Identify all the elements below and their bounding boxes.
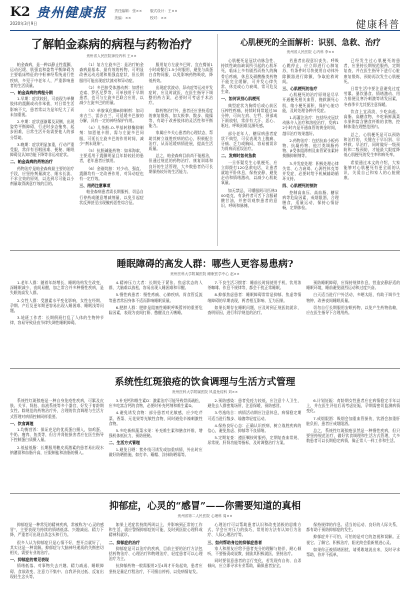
paragraph: 如果你正被情绪困扰，请勇敢地说出来，及时寻求帮助，你并不孤单。 bbox=[306, 546, 400, 558]
text-column bbox=[306, 280, 400, 328]
paragraph: 2.中期：症状逐渐累及双侧，出现姿势平衡障碍，行走时步态拖曳、起步困难，日常生活开始需要他人的部分帮助。 bbox=[10, 119, 75, 140]
editorial-meta bbox=[114, 6, 177, 21]
paragraph: 总之，系统性红斑狼疮虽然是一种慢性疾病，但只要坚持规范治疗，做好饮食调理和生活方式管理，大多数患者可以长期稳定病情，像正常人一样工作和生活。 bbox=[306, 428, 400, 444]
paragraph: 6.计划妊娠：育龄期女性患者应在病情稳定半年以上，并在医生评估后再考虑妊娠，孕期需密切监测病情变化。 bbox=[306, 398, 400, 414]
paragraph: 4.避免诱发食物：部分患者对光敏感，应少吃芹菜、香菜、无花果等光敏性食物，同时避免辛辣刺激性食物。 bbox=[108, 410, 203, 426]
paragraph: 1.避免日晒：紫外线可诱发或加重病情，外出时应做好防晒措施，如打伞、戴帽、涂抹防晒霜等。 bbox=[108, 446, 203, 457]
paragraph: 出现症状波动、异动症等运动并发症时，应及时就医，在医生指导下调整用药方案，必要时可考虑手术治疗。 bbox=[148, 84, 213, 106]
section-divider bbox=[10, 368, 400, 369]
paragraph: 帕金森病患者需长期服药，切忌自行停药或随意增减剂量，以免引起症状反弹甚至出现撤药恶性综合征。 bbox=[79, 189, 144, 205]
text-column bbox=[109, 398, 203, 459]
article-byline: 贵州省人民医院神经内科 王×× bbox=[86, 54, 137, 58]
paragraph: 1.再灌注治疗：包括经皮冠状动脉介入治疗和溶栓治疗，发病12小时内是开通血管的黄金时间，越早治疗效果越好。 bbox=[282, 115, 339, 136]
paragraph: 4.保持良好心态：正确认识疾病，树立战胜疾病的信心，避免焦虑、抑郁等不良情绪。 bbox=[207, 422, 302, 434]
meta-item: 校对：×× bbox=[149, 16, 167, 20]
paragraph: 抑郁症并不可怕，可怕的是对它的忽视和误解。正视它、了解它、积极治疗，阳光终会重新照进心灵。 bbox=[306, 534, 400, 545]
paragraph: 3.轮班工作者：长期倒班打乱了人体的生物钟节律，容易导致昼夜节律失调性睡眠障碍。 bbox=[10, 315, 104, 326]
paragraph: 3.并发症处理：积极处理心律失常、心力衰竭、心源性休克等并发症，必要时给予机械辅助循环支持。 bbox=[282, 160, 339, 182]
paragraph: 总之，心肌梗死是可以预防和治疗的，关键在于早识别、早呼救、早治疗，同时做好一级预防和二级预防，才能最大限度降低心肌梗死的发生率和病死率。 bbox=[343, 131, 400, 158]
text-column bbox=[79, 62, 143, 207]
article-columns bbox=[10, 280, 400, 328]
meta-item: 责任编辑：张×× bbox=[114, 9, 142, 13]
paragraph: 部分老年人、糖尿病患者症状不典型，可仅表现为上腹痛、牙痛、乏力或胸闷，容易被误诊为胃病而延误治疗。 bbox=[221, 130, 278, 152]
paragraph: （6）金刚烷胺：对少动、强直、震颤均有一定改善作用，对异动症也有一定疗效。 bbox=[79, 165, 144, 182]
paragraph: 心肌梗死的治疗原则是尽早开通梗死相关血管，挽救濒死心肌，缩小梗死面积，保护心脏功能，及时处理各种并发症。 bbox=[282, 92, 339, 113]
subheading: 一、帕金森病的病程分期 bbox=[10, 90, 53, 96]
paragraph: 典型症状为胸骨后或心前区压榨性疼痛，持续时间常超过30分钟，可向左肩、左臂、颈部或下颌放射，常伴有大汗、恶心、呕吐、呼吸困难及濒死感。 bbox=[221, 102, 278, 129]
paragraph: （3）单胺氧化酶B抑制剂：如司来吉兰、雷沙吉兰，可延缓多巴胺的分解，具有一定的神经保护作用。 bbox=[79, 107, 144, 124]
subheading: 三、用药注意事项 bbox=[79, 183, 111, 189]
paragraph: 7.不良生活习惯者：睡前长时间使用手机、饮用浓茶咖啡、作息不规律等，都会干扰正常睡眠。 bbox=[207, 280, 302, 291]
meta-item: 版式设计：王×× bbox=[149, 9, 178, 13]
text-column bbox=[306, 522, 400, 581]
article-myocardial-infarction bbox=[221, 34, 400, 246]
article-title: 睡眠障碍的高发人群：哪些人更容易患病? bbox=[116, 259, 294, 270]
paragraph: 5.慢性病患者：慢性疼痛、心肺疾病、胃食管反流等患者常因身体不适而影响睡眠质量。 bbox=[108, 292, 203, 303]
subheading: 三、心肌梗死的治疗 bbox=[282, 86, 318, 92]
page-number: K2 bbox=[10, 5, 31, 20]
paragraph: 一旦怀疑发生心肌梗死，应立即拨打120急救电话，让患者就地平卧休息，保持安静，避免走动和情绪激动，以减少心肌耗氧量。 bbox=[221, 159, 278, 186]
article-columns bbox=[10, 62, 213, 207]
paragraph: 同时要留意患者的言行变化，若发现有自伤、自杀倾向，应立即寻求专业帮助，确保患者安全。 bbox=[207, 558, 302, 569]
paragraph: 希望通过本文的介绍，大家能够对心肌梗死有更全面的认识，关爱自己和家人的心脏健康。 bbox=[343, 159, 400, 181]
article-sleep-disorder bbox=[10, 254, 400, 364]
text-column bbox=[344, 58, 400, 212]
subheading: 三、如何帮助身边的抑郁症患者 bbox=[207, 539, 262, 545]
text-column bbox=[221, 58, 277, 212]
paragraph: 家人和朋友应给予患者充分的理解与陪伴，耐心倾听，不要指责或说教，鼓励其积极就医，坚持治疗。 bbox=[207, 545, 302, 557]
paragraph: 抑郁症是一种常见的精神疾病，常被称为“心灵的感冒”，主要表现为持续的情绪低落、兴趣减退、精力下降，严重者可出现自杀念头和行为。 bbox=[10, 522, 104, 538]
paragraph: 白天适当进行户外活动，多晒太阳，有助于调节生物钟，改善夜间睡眠质量。 bbox=[306, 292, 400, 303]
masthead bbox=[10, 6, 400, 31]
article-lupus bbox=[10, 372, 400, 490]
paragraph: 5.定期复查：遵医嘱按时服药，定期复查血常规、尿常规、肝肾功能等指标，及时调整治疗方案。 bbox=[207, 435, 302, 446]
article-title: 抑郁症，心灵的“感冒”——你需要知道的真相 bbox=[109, 501, 301, 512]
text-column bbox=[109, 522, 203, 581]
paragraph: 4.精神压力大者：长期处于紧张、焦虑状态的人群，大脑难以放松，容易出现入睡困难和早醒。 bbox=[108, 280, 203, 291]
article-byline: 贵州医科大学附属医院 风湿免疫科 刘×× bbox=[172, 390, 238, 394]
column-divider bbox=[217, 34, 218, 246]
paragraph: 2.药物治疗：包括抗血小板药物、抗凝药物、他汀类调脂药物、β受体阻滞剂及血管紧张素转换酶抑制剂等。 bbox=[282, 137, 339, 159]
text-column bbox=[10, 522, 104, 581]
article-depression bbox=[10, 496, 400, 592]
paragraph: （1）复方左旋多巴：是治疗帕金森病最基本、最有效的药物，可明显改善运动迟缓和肌强直症状，但长期服用可能出现症状波动和异动症。 bbox=[79, 62, 144, 83]
text-column bbox=[10, 280, 104, 328]
article-title: 系统性红斑狼疮的饮食调理与生活方式管理 bbox=[114, 377, 296, 388]
subheading: 一、饮食调理 bbox=[10, 420, 34, 426]
section-name: 健康科普 bbox=[356, 20, 400, 31]
paragraph: 控制高血压、高血脂、糖尿病等危险因素，戒烟限酒，合理膳食，适量运动，保持心情舒畅，定期体检。 bbox=[282, 189, 339, 211]
paragraph: 切勿自行长期服用安眠药物，以免产生药物依赖，应在医生指导下合理用药。 bbox=[306, 304, 400, 316]
paragraph: 总之，帕金森病目前尚不能根治，但通过规范的药物治疗、康复训练和良好的生活管理，大多数患者仍可长期保持较好的生活能力。 bbox=[148, 153, 213, 174]
meta-item: 美编：×× bbox=[114, 16, 132, 20]
paragraph: 1.早期：症状较轻，可表现为单侧肢体的震颤或动作笨拙，对日常生活影响不大，患者常以为是年纪大了而未加重视。 bbox=[10, 96, 75, 117]
paragraph: 心理治疗可以帮助患者认识和改变消极的思维方式，学会应对压力的技巧，常用的方法有认知行为治疗、人际心理治疗等。 bbox=[207, 522, 302, 538]
paragraph: 3.劳逸结合：病情活动期应注意休息，病情稳定期可适当进行散步、瑜伽等轻度运动。 bbox=[207, 410, 302, 421]
text-column bbox=[10, 62, 74, 207]
paragraph: 2.低盐低脂：长期服用糖皮质激素的患者易出现水钠潴留和血脂升高，应限制盐和油脂的摄入。 bbox=[10, 444, 104, 455]
article-parkinson bbox=[10, 34, 213, 246]
paragraph: 1.老年人群：随着年龄增长，睡眠结构发生改变，深睡眠减少，夜间易醒，加之常合并多种慢性疾病，是失眠的高发人群。 bbox=[10, 280, 104, 296]
text-column bbox=[208, 280, 302, 328]
subheading: 一、如何识别心肌梗死 bbox=[221, 96, 260, 102]
paragraph: （2）多巴胺受体激动剂：如普拉克索、罗匹尼罗等，可单独用于早期患者，也可与左旋多巴联合应用，以减少左旋多巴的用量。 bbox=[79, 84, 144, 106]
text-column bbox=[208, 522, 302, 581]
text-column bbox=[10, 398, 104, 459]
text-column bbox=[282, 58, 338, 212]
paragraph: 2.女性人群：受激素水平变化影响，女性在经期、孕期、产后及更年期更容易出现入睡困难、睡眠浅等问题。 bbox=[10, 297, 104, 314]
paragraph: 抑郁症是可以治疗的疾病，目前主要的治疗方法包括药物治疗、心理治疗和物理治疗，轻度患者可以心理治疗为主。 bbox=[108, 545, 203, 562]
subheading: 二、抑郁症的治疗 bbox=[108, 539, 140, 545]
paragraph: 7.戒烟限酒：吸烟会加重血管损伤，饮酒会加重肝脏负担，患者应戒烟限酒。 bbox=[306, 415, 400, 426]
paragraph: 6.肥胖人群：肥胖是阻塞性睡眠呼吸暂停的重要危险因素，表现为夜间打鼾、憋醒及白天嗜睡。 bbox=[108, 304, 203, 316]
paragraph: 如果长期存在睡眠问题，应及时到正规医院就诊，查明原因，进行科学规范的治疗。 bbox=[207, 304, 302, 316]
paragraph: （4）儿茶酚-O-甲基转移酶抑制剂：如恩他卡朋，需与左旋多巴同服，可延长左旋多巴的作用时间，减少“剂末现象”。 bbox=[79, 125, 144, 146]
paragraph: 5.多吃新鲜蔬菜水果：补充维生素和膳食纤维，增强机体抵抗力，预防便秘。 bbox=[108, 428, 203, 439]
paragraph: 3.晚期：症状明显加重，行动严重受限，常伴有吞咽困难、便秘、睡眠障碍及认知功能下降等非运动症状。 bbox=[10, 141, 75, 158]
paragraph: 药物治疗是帕金森病最主要的治疗手段，应坚持剂量滴定、细水长流、不求全效的原则，以达到尽可能以小剂量取得满意疗效的目的。 bbox=[10, 165, 75, 187]
article-byline: 贵州医科大学附属医院 睡眠医学中心 赵×× bbox=[170, 272, 240, 276]
article-columns bbox=[10, 522, 400, 581]
subheading: 二、生活方式管理 bbox=[108, 440, 140, 446]
paragraph: 系统性红斑狼疮是一种自身免疫性疾病，可累及皮肤、关节、肾脏、血液系统等多个器官，好发于育龄期女性。除规范的药物治疗外，合理的饮食调理与生活方式管理对病情控制同样重要。 bbox=[10, 398, 104, 419]
text-column bbox=[149, 62, 213, 207]
subheading: 一、抑郁症的常见表现 bbox=[10, 557, 49, 563]
paragraph: 除药物治疗外，患者还应坚持适度的康复锻炼，如太极拳、散步、做操等，有助于改善肢体的灵活性和平衡能力。 bbox=[148, 107, 213, 129]
paragraph: 服用复方左旋多巴时，宜在餐前1小时或餐后1.5小时服用，避免与高蛋白食物同服，以免影响药物吸收，降低药效。 bbox=[148, 62, 213, 83]
paragraph: 抗抑郁药物一般需服用2至4周才开始起效，患者应坚持足量足疗程治疗，不可擅自停药，以免病情复发。 bbox=[108, 563, 203, 574]
paragraph: 8.抑郁焦虑患者：睡眠障碍常常是抑郁、焦虑等情绪障碍的早期表现，两者相互影响、互为因果。 bbox=[207, 292, 302, 303]
paragraph: 预防睡眠障碍，应保持规律作息，营造安静舒适的睡眠环境，睡前避免剧烈运动和过度兴奋。 bbox=[306, 280, 400, 291]
subheading: 二、发病时如何急救 bbox=[221, 153, 257, 159]
paragraph: 保持规律的作息、适当的运动、良好的人际关系，都有助于预防抑郁症的发生。 bbox=[306, 522, 400, 533]
article-columns bbox=[10, 398, 400, 459]
article-byline: 贵州省人民医院 心内科 李×× bbox=[286, 50, 335, 54]
paragraph: 心肌梗死是冠状动脉急性、持续性缺血缺氧所引起的心肌坏死，临床上多有剧烈而持久的胸骨后疼痛，休息及硝酸酯类药物不能完全缓解，可并发心律失常、休克或心力衰竭，常可危及生命。 bbox=[221, 58, 278, 95]
article-byline: 贵州省第二人民医院 心理科 周×× bbox=[177, 514, 233, 518]
issue-date: 2020年3月9日 bbox=[10, 21, 38, 26]
paragraph: 很多人认为抑郁症只是心情不好，想开点就好了，其实这是一种误解。抑郁症与大脑神经递质的失衡密切相关，需要专业的治疗。 bbox=[10, 539, 104, 556]
paragraph: （5）抗胆碱能药物：如苯海索，主要适用于震颤明显且年龄较轻的患者，老年患者应慎用。 bbox=[79, 148, 144, 164]
subheading: 二、帕金森病的药物治疗 bbox=[10, 159, 53, 165]
paragraph: 1.均衡营养：保证充足的优质蛋白摄入，如鸡蛋、牛奶、瘦肉、鱼类等，但合并肾脏损害者应在医生指导下控制蛋白质摄入量。 bbox=[10, 427, 104, 443]
section-divider bbox=[10, 250, 400, 251]
article-columns bbox=[221, 58, 400, 212]
text-column bbox=[306, 398, 400, 459]
section-divider bbox=[10, 493, 400, 494]
text-column bbox=[109, 280, 203, 328]
paragraph: 2.预防感染：患者免疫力较低，应注意个人卫生，避免去人群密集场所，注意保暖，预防感冒。 bbox=[207, 398, 302, 409]
paragraph: 饮食上宜清淡，少吃高盐、高脂、高糖食物，多吃新鲜蔬菜水果和富含膳食纤维的食物，控制体重在理想范围内。 bbox=[343, 108, 400, 130]
paragraph: 日常生活中要注意避免过度劳累、暴饮暴食、情绪激动、用力排便及寒冷刺激等诱发因素，冬春季节尤其要注意保暖。 bbox=[343, 86, 400, 107]
paragraph: 情绪低落、对事物失去兴趣、精力减退、睡眠障碍、食欲改变、注意力不集中、自我评价过低、反复出现轻生念头等。 bbox=[10, 563, 104, 579]
paragraph: 3.补充钙和维生素D：激素治疗可能导致骨质疏松，应多吃富含钙的食物，必要时补充钙剂和维生素D。 bbox=[108, 398, 203, 409]
paragraph: 帕金森病，是一种以静止性震颤、运动迟缓、肌强直和姿势平衡障碍为主要临床特征的中枢神经系统退行性疾病，多见于中老年人，严重影响患者的生活质量。 bbox=[10, 62, 75, 88]
paragraph: 已经发生过心肌梗死的患者，应坚持长期规范服药，定期复查，并在医生指导下进行心脏康复锻炼，预防再次发生心肌梗死。 bbox=[343, 58, 400, 84]
subheading: 四、心肌梗死的预防 bbox=[282, 183, 318, 189]
text-column bbox=[208, 398, 302, 459]
paragraph: 家属应多关心患者的心理状态，帮助其树立战胜疾病的信心，积极配合治疗，从而延缓病情进展，提高生活质量。 bbox=[148, 130, 213, 152]
paragraph: 若患者出现意识丧失、呼吸心跳停止，应立即进行心肺复苏，有条件时尽快使用自动体外除颤器进行除颤，争取抢救时间。 bbox=[282, 58, 339, 84]
paragraph: 如果上述症状持续两周以上，并影响到正常的工作和生活，就应警惕抑郁症的可能，及时到医院心理科或精神科就诊。 bbox=[108, 522, 203, 538]
paragraph: 如无禁忌，可嚼服阿司匹林300毫克，有条件者可舌下含服硝酸甘油，并密切观察患者的意识、呼吸和脉搏。 bbox=[221, 187, 278, 209]
article-title: 心肌梗死的全面解析：识别、急救、治疗 bbox=[240, 38, 381, 47]
article-title: 了解帕金森病的病程与药物治疗 bbox=[31, 37, 192, 51]
newspaper-brand: 贵州健康报 bbox=[36, 6, 107, 21]
